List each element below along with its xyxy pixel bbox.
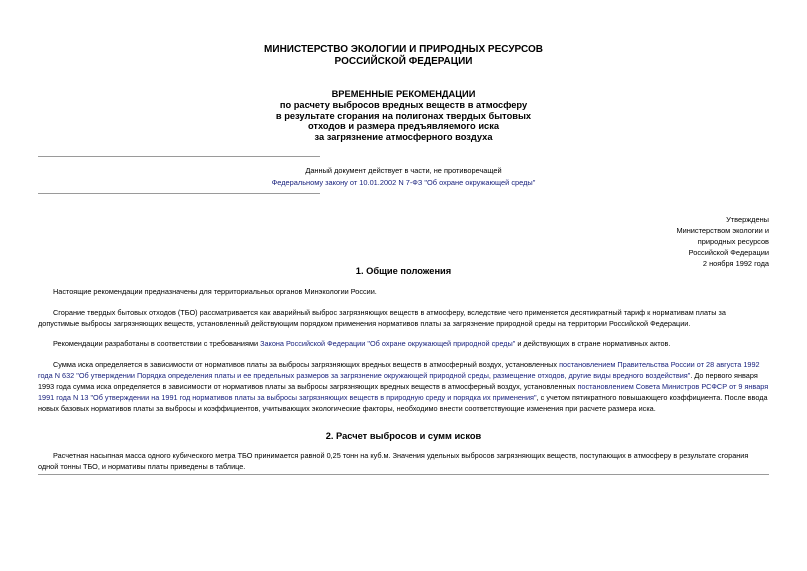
ministry-header: [0, 44, 807, 67]
p3-text-a: Рекомендации разработаны в соответствии с требованиями: [53, 339, 261, 348]
approved-line-4: Российской Федерации: [688, 248, 769, 257]
p4-text-b: . До первого января 1993 года сумма иска определяется в зависимости от нормативов платы за выбросы загрязняющих вредных веществ в атмосферный воздух, установленных: [38, 371, 758, 391]
p4-text-c: , с учетом пятикратного повышающего коэффициента. После ввода новых базовых нормативов платы за выбросы и коэффициентов, учитывающих экологические факторы, необходимо внести соответствующие изменения при расчете размера иска.: [38, 393, 768, 413]
rule-top: [38, 156, 320, 157]
title-line-5: за загрязнение атмосферного воздуха: [314, 132, 493, 143]
p3-text-b: и действующих в стране нормативных актов.: [515, 339, 671, 348]
title-line-2: по расчету выбросов вредных веществ в атмосферу: [279, 99, 528, 110]
validity-notice: [0, 165, 807, 189]
approval-block: [676, 214, 769, 269]
section-1-paragraph-4: [38, 359, 769, 414]
notice-text: Данный документ действует в части, не противоречащей: [305, 166, 502, 175]
section-2-paragraph-1: Расчетная насыпная масса одного кубического метра ТБО принимается равной 0,25 тонн на куб.м. Значения удельных выбросов загрязняющих веществ, поступающих в атмосферу в результате сгорания одной тонны ТБО, и нормативы платы приведены в таблице.: [38, 451, 749, 471]
approved-line-5: 2 ноября 1992 года: [702, 259, 769, 268]
document-title: [0, 89, 807, 143]
p4-text-a: Сумма иска определяется в зависимости от нормативов платы за выбросы загрязняющих вредных веществ в атмосферный воздух, установленных: [53, 360, 560, 369]
ministry-line-1: МИНИСТЕРСТВО ЭКОЛОГИИ И ПРИРОДНЫХ РЕСУРСОВ: [264, 44, 543, 55]
approved-line-3: природных ресурсов: [697, 237, 769, 246]
title-line-4: отходов и размера предъявляемого иска: [307, 121, 500, 132]
table-top-rule: [38, 474, 769, 475]
title-line-3: в результате сгорания на полигонах твердых бытовых: [275, 110, 532, 121]
approved-line-1: Утверждены: [726, 215, 769, 224]
approved-line-2: Министерством экологии и: [676, 226, 769, 235]
government-decree-632-link[interactable]: постановлением Правительства России от 28 августа 1992 года N 632 "Об утверждении Порядка определения платы и ее предельных размеров за загрязнение окружающей природной среды, размещение отходов, другие виды вредного воздействия": [38, 360, 760, 380]
environment-law-link[interactable]: Закона Российской Федерации "Об охране окружающей природной среды": [260, 339, 516, 348]
rule-bottom: [38, 193, 320, 194]
section-1-paragraph-3: [38, 338, 769, 349]
section-1-heading: 1. Общие положения: [355, 266, 452, 276]
council-decree-13-link[interactable]: постановлением Совета Министров РСФСР от 9 января 1991 года N 13 "Об утверждении на 1991 год нормативов платы за выбросы загрязняющих веществ в природную среду и порядка их применения": [38, 382, 769, 402]
section-1-paragraph-2: Сгорание твердых бытовых отходов (ТБО) рассматривается как аварийный выброс загрязняющих веществ в атмосферу, вследствие чего применяется десятикратный тариф к нормативам платы за допустимые выбросы загрязняющих веществ, установленный действующим порядком применения нормативов платы за загрязнение природной среды на территории Российской Федерации.: [38, 308, 726, 328]
title-line-1: ВРЕМЕННЫЕ РЕКОМЕНДАЦИИ: [331, 89, 476, 99]
federal-law-link[interactable]: Федеральному закону от 10.01.2002 N 7-ФЗ "Об охране окружающей среды": [271, 178, 536, 187]
ministry-line-2: РОССИЙСКОЙ ФЕДЕРАЦИИ: [334, 55, 473, 67]
section-1-paragraph-1: Настоящие рекомендации предназначены для территориальных органов Минэкологии России.: [53, 287, 377, 296]
section-2-heading: 2. Расчет выбросов и сумм исков: [325, 431, 482, 441]
